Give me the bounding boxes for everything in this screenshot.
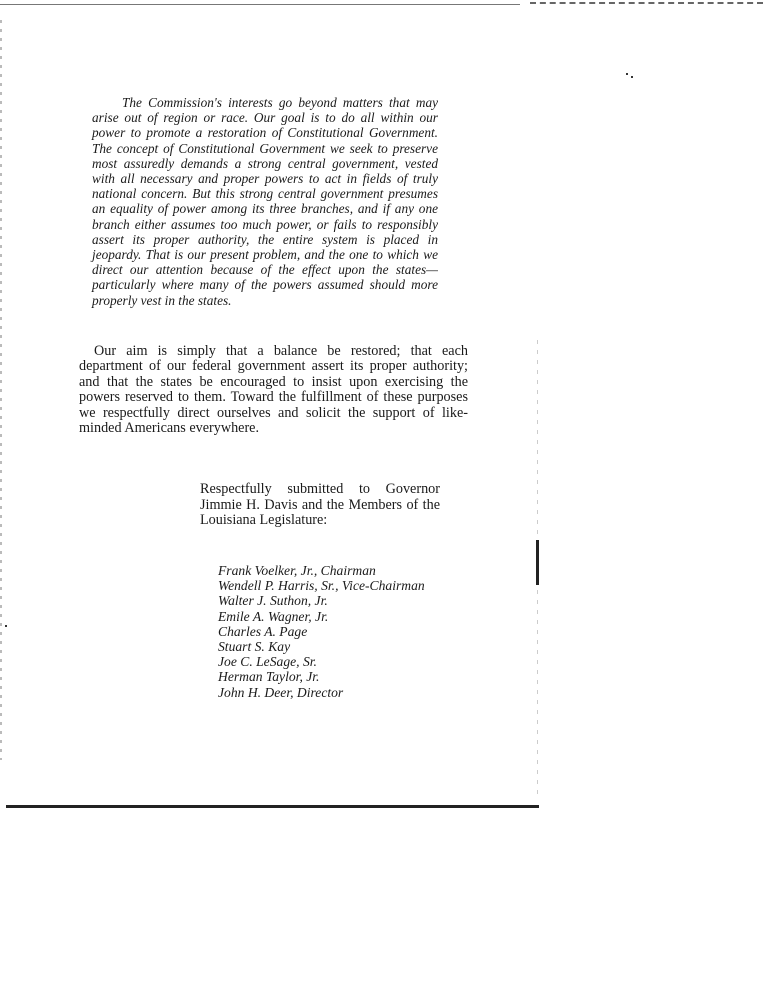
scan-speck: [5, 625, 7, 627]
right-edge-mark: [536, 540, 539, 585]
member-name: John H. Deer, Director: [218, 684, 344, 700]
aim-paragraph-text: Our aim is simply that a balance be restored; that each department of our federal government assert its proper authority; and that the states be encouraged to insist upon exercising the powers reserved to them. Toward the fulfillment of these purposes we respectfully direct ourselves and solicit the support of like-minded Americans everywhere.: [79, 343, 468, 437]
aim-paragraph: [79, 344, 468, 436]
member-name: Stuart S. Kay: [218, 639, 291, 655]
left-scan-edge: [0, 20, 2, 760]
member-name: Emile A. Wagner, Jr.: [218, 608, 329, 624]
commission-quote: [92, 95, 438, 308]
member-name: Joe C. LeSage, Sr.: [218, 654, 317, 670]
commission-quote-text: The Commission's interests go beyond matters that may arise out of region or race. Our goal is to do all within our power to promote a restoration of Constitutional Government. The concept of Constitutional Government we seek to preserve most assuredly demands a strong central government, vested with all necessary and proper powers to act in fields of truly national concern. But this strong central government presumes an equality of power among its three branches, and if any one branch either assumes too much power, or fails to responsibly assert its proper authority, the entire system is placed in jeopardy. That is our present problem, and the one to which we direct our attention because of the effect upon the states—particularly where many of the powers assumed should more properly vest in the states.: [92, 95, 438, 308]
member-name: Frank Voelker, Jr., Chairman: [218, 563, 376, 578]
member-name: Charles A. Page: [218, 623, 308, 639]
member-name: Wendell P. Harris, Sr., Vice-Chairman: [218, 578, 425, 594]
scan-speck: [626, 73, 628, 75]
top-rule: [0, 4, 520, 5]
bottom-rule: [6, 805, 539, 808]
member-list: [218, 563, 518, 700]
scan-speck: [631, 76, 633, 78]
top-dashed-rule: [530, 2, 763, 4]
member-name: Walter J. Suthon, Jr.: [218, 593, 328, 609]
submission-statement: Respectfully submitted to Governor Jimmie H. Davis and the Members of the Louisiana Legislature:: [200, 481, 440, 529]
member-name: Herman Taylor, Jr.: [218, 669, 320, 685]
